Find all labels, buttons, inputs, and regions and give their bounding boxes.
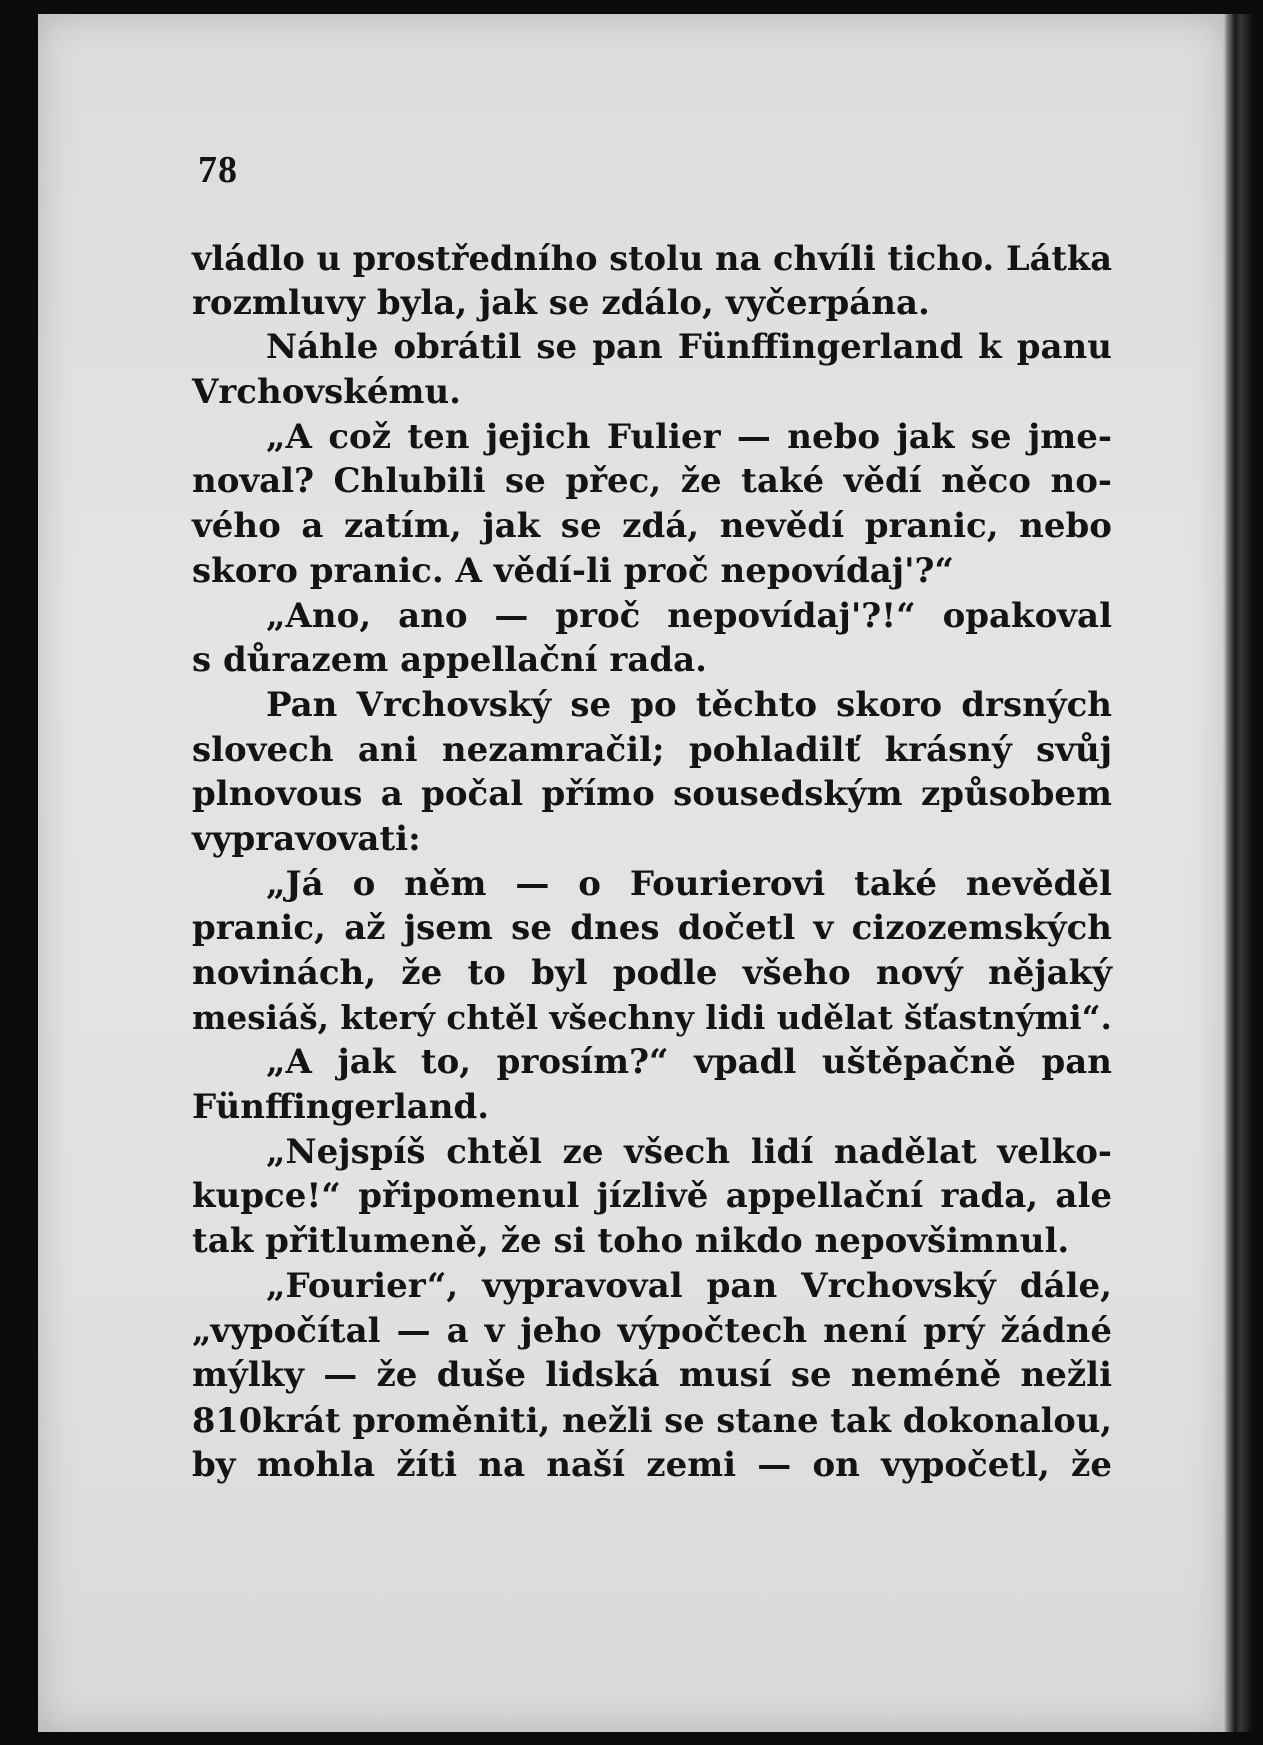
text-line: slovech ani nezamračil; pohladilť krásný svůj xyxy=(192,729,1112,770)
text-line: noval? Chlubili se přec, že také vědí něco no- xyxy=(192,461,1112,502)
text-line: Vrchovskému. xyxy=(192,372,462,413)
body-text xyxy=(192,236,1112,1487)
text-line: vypravovati: xyxy=(192,818,421,859)
text-line: tak přitlumeně, že si toho nikdo nepovšimnul. xyxy=(192,1221,1070,1262)
page-number: 78 xyxy=(198,149,238,191)
text-line: by mohla žíti na naší zemi — on vypočetl, že xyxy=(192,1444,1112,1485)
text-line: skoro pranic. A vědí-li proč nepovídaj'?“ xyxy=(192,550,954,591)
text-line: „Ano, ano — proč nepovídaj'?!“ opakoval xyxy=(266,595,1112,636)
text-line: rozmluvy byla, jak se zdálo, vyčerpána. xyxy=(192,282,930,323)
text-line: „A jak to, prosím?“ vpadl uštěpačně pan xyxy=(266,1042,1112,1083)
text-line: vládlo u prostředního stolu na chvíli ticho. Látka xyxy=(192,238,1112,278)
text-line: plnovous a počal přímo sousedským způsobem xyxy=(192,774,1112,815)
text-line: novinách, že to byl podle všeho nový nějaký xyxy=(192,953,1112,993)
text-line: kupce!“ připomenul jízlivě appellační rada, ale xyxy=(192,1176,1112,1217)
text-line: „vypočítal — a v jeho výpočtech není prý žádné xyxy=(192,1310,1112,1351)
text-line: vého a zatím, jak se zdá, nevědí pranic, nebo xyxy=(192,506,1112,547)
text-line: Pan Vrchovský se po těchto skoro drsných xyxy=(266,684,1112,725)
text-line: Náhle obrátil se pan Fünffingerland k panu xyxy=(266,327,1112,368)
text-line: „Fourier“, vypravoval pan Vrchovský dále, xyxy=(266,1265,1112,1306)
text-line: mesiáš, který chtěl všechny lidi udělat šťastnými“. xyxy=(192,997,1112,1037)
page-gutter-edge xyxy=(1223,14,1253,1732)
text-line: „Nejspíš chtěl ze všech lidí nadělat velko- xyxy=(266,1131,1112,1172)
text-line: mýlky — že duše lidská musí se neméně nežli xyxy=(192,1355,1112,1396)
text-line: Fünffingerland. xyxy=(192,1087,490,1128)
text-line: „Já o něm — o Fourierovi také nevěděl xyxy=(266,863,1112,904)
text-line: „A což ten jejich Fulier — nebo jak se jme- xyxy=(266,416,1112,457)
text-line: s důrazem appellační rada. xyxy=(192,640,707,681)
text-line: pranic, až jsem se dnes dočetl v cizozemských xyxy=(192,908,1112,949)
text-line: 810krát proměniti, nežli se stane tak dokonalou, xyxy=(192,1399,1112,1440)
